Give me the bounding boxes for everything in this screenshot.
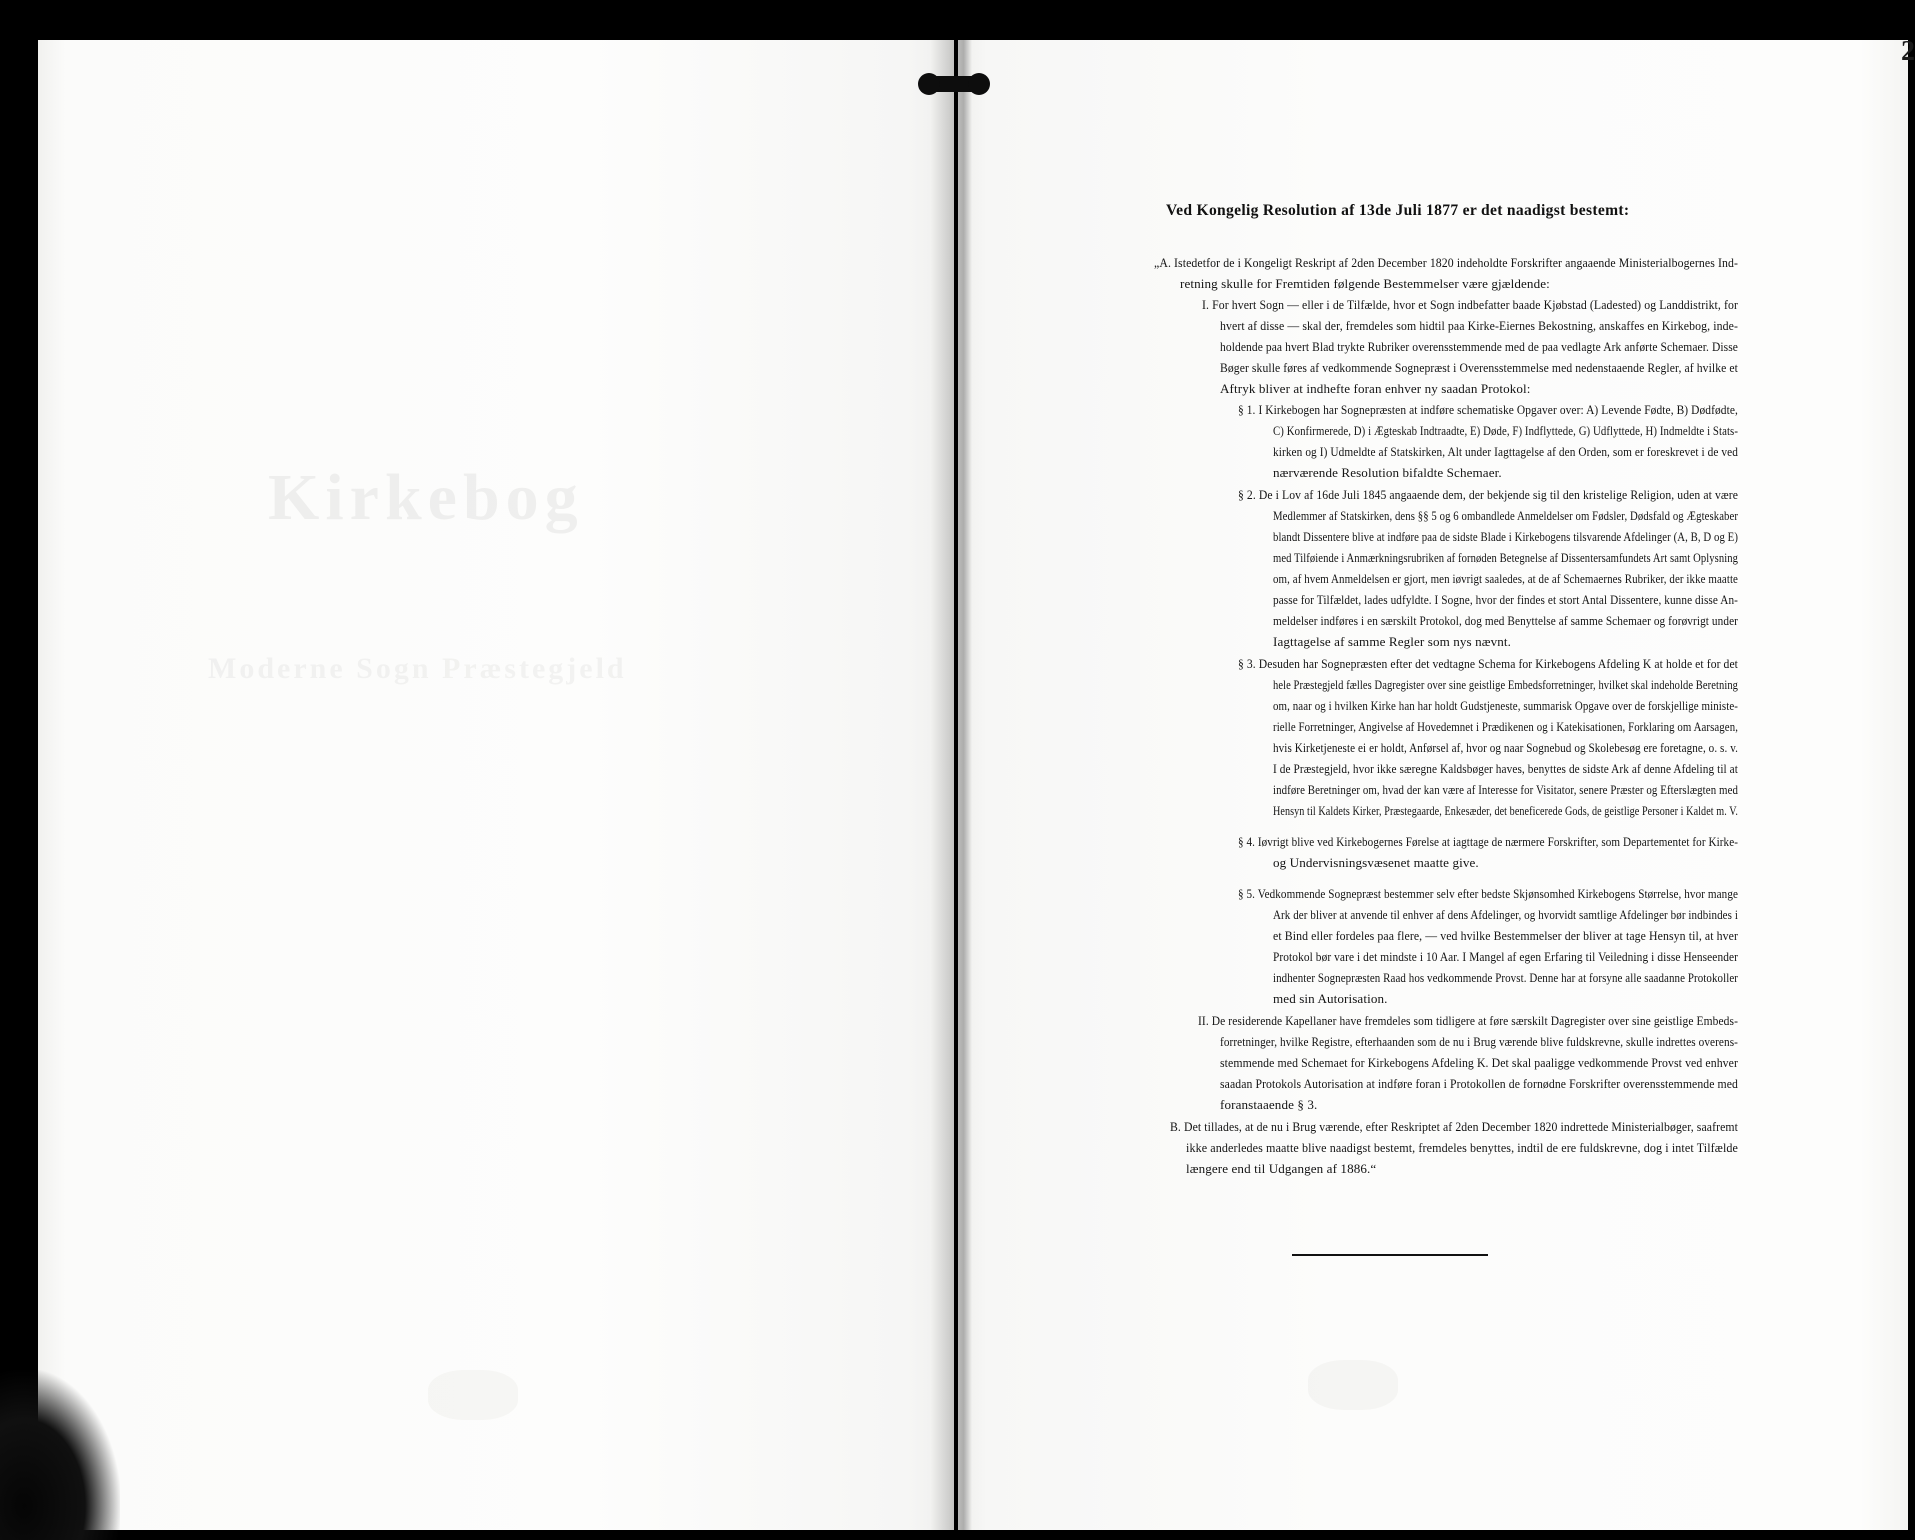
text-line: I de Præstegjeld, hvor ikke særegne Kaldsbøger haves, benyttes de sidste Ark af denne Afdeling til at	[1273, 761, 1738, 776]
page-number: 2	[1901, 36, 1915, 67]
text-line: Bøger skulle føres af vedkommende Sognepræst i Overensstemmelse med nedenstaaende Regler, af hvilke et	[1220, 360, 1738, 375]
text-line: Aftryk bliver at indhefte foran enhver ny saadan Protokol:	[1220, 381, 1531, 396]
text-line: C) Konfirmerede, D) i Ægteskab Indtraadte, E) Døde, F) Indflyttede, G) Udflyttede, H) Indmeldte i Stats-	[1273, 423, 1738, 438]
text-line: Hensyn til Kaldets Kirker, Præstegaarde, Enkesæder, det beneficerede Gods, de geistlige Personer i Kaldet m. V.	[1273, 803, 1738, 818]
text-line: om, af hvem Anmeldelsen er gjort, men iøvrigt saaledes, at de af Schemaernes Rubriker, der ikke maatte	[1273, 571, 1738, 586]
text-line: med sin Autorisation.	[1273, 991, 1388, 1006]
text-line: saadan Protokols Autorisation at indføre foran i Protokollen de fornødne Forskrifter overensstemmende med	[1220, 1076, 1738, 1091]
text-line: ikke anderledes maatte blive naadigst bestemt, fremdeles benyttes, indtil de ere fuldskrevne, dog i intet Tilfælde	[1186, 1140, 1738, 1155]
text-line: I. For hvert Sogn — eller i de Tilfælde, hvor et Sogn indbefatter baade Kjøbstad (Ladested) og Landdistrikt, for	[1202, 297, 1738, 312]
text-line: blandt Dissentere blive at indføre paa de sidste Blade i Kirkebogens tilsvarende Afdelinger (A, B, D og E)	[1273, 529, 1738, 544]
text-line: længere end til Udgangen af 1886.“	[1186, 1161, 1377, 1176]
text-line: hvert af disse — skal der, fremdeles som hidtil paa Kirke-Eiernes Bekostning, anskaffes en Kirkebog, inde-	[1220, 318, 1738, 333]
text-line: indhenter Sognepræsten Raad hos vedkommende Provst. Denne har at forsyne alle saadanne Protokoller	[1273, 970, 1738, 985]
text-line: B. Det tillades, at de nu i Brug værende, efter Reskriptet af 2den December 1820 indrettede Ministerialbøger, saafremt	[1170, 1119, 1738, 1134]
text-line: Protokol bør vare i det mindste i 10 Aar. I Mangel af egen Erfaring til Veiledning i disse Henseender	[1273, 949, 1738, 964]
text-line: kirken og I) Udmeldte af Statskirken, Alt under Iagttagelse af den Orden, som er foreskrevet i de ved	[1273, 444, 1738, 459]
text-line: foranstaaende § 3.	[1220, 1097, 1318, 1112]
text-line: Medlemmer af Statskirken, dens §§ 5 og 6 ombandlede Anmeldelser om Fødsler, Dødsfald og Ægteskaber	[1273, 508, 1738, 523]
page-heading: Ved Kongelig Resolution af 13de Juli 1877 er det naadigst bestemt:	[1166, 202, 1630, 219]
text-line: stemmende med Schemaet for Kirkebogens Afdeling K. Det skal paaligge vedkommende Provst ved enhver	[1220, 1055, 1738, 1070]
text-line: hvis Kirketjeneste ei er holdt, Anførsel af, hvor og naar Sognebud og Skolebesøg ere foretagne, o. s. v.	[1273, 740, 1738, 755]
text-line: § 5. Vedkommende Sognepræst bestemmer selv efter bedste Skjønsomhed Kirkebogens Størrelse, hvor mange	[1238, 886, 1738, 901]
text-line: Iagttagelse af samme Regler som nys nævnt.	[1273, 634, 1512, 649]
text-line: Ark der bliver at anvende til enhver af dens Afdelinger, og hvorvidt samtlige Afdelinger bør indbindes i	[1273, 907, 1738, 922]
text-line: hele Præstegjeld fælles Dagregister over sine geistlige Embedsforretninger, hvilket skal indeholde Beretning	[1273, 677, 1738, 692]
closing-rule	[1292, 1254, 1488, 1256]
text-line: nærværende Resolution bifaldte Schemaer.	[1273, 465, 1502, 480]
text-line: passe for Tilfældet, lades udfyldte. I Sogne, hvor der findes et stort Antal Dissentere, kunne disse An-	[1273, 592, 1738, 607]
text-line: § 3. Desuden har Sognepræsten efter det vedtagne Schema for Kirkebogens Afdeling K at holde et for det	[1238, 656, 1738, 671]
text-line: om, naar og i hvilken Kirke han har holdt Gudstjeneste, summarisk Opgave over de forskjellige ministe-	[1273, 698, 1738, 713]
text-line: med Tilføiende i Anmærkningsrubriken af fornøden Betegnelse af Dissentersamfundets Art samt Oplysning	[1273, 550, 1738, 565]
text-line: et Bind eller fordeles paa flere, — ved hvilke Bestemmelser der bliver at tage Hensyn til, at hver	[1273, 928, 1738, 943]
text-line: holdende paa hvert Blad trykte Rubriker overensstemmende med de paa vedlagte Ark anførte Schemaer. Disse	[1220, 339, 1738, 354]
text-line: § 4. Iøvrigt blive ved Kirkebogernes Førelse at iagttage de nærmere Forskrifter, som Departementet for Kirke-	[1238, 834, 1738, 849]
text-line: indføre Beretninger om, hvad der kan være af Interesse for Visitator, senere Præster og Efterslægten med	[1273, 782, 1738, 797]
bleed-through-title: Kirkebog	[268, 461, 584, 534]
text-line: „A. Istedetfor de i Kongeligt Reskript af 2den December 1820 indeholdte Forskrifter angaaende Ministerialbogernes Ind-	[1154, 255, 1738, 270]
text-line: retning skulle for Fremtiden følgende Bestemmelser være gjældende:	[1180, 276, 1550, 291]
text-line: meldelser indføres i en særskilt Protokol, dog med Benyttelse af samme Schemaer og forøvrigt under	[1273, 613, 1738, 628]
bleed-through-line: Moderne Sogn Præstegjeld	[208, 652, 627, 685]
text-line: og Undervisningsvæsenet maatte give.	[1273, 855, 1479, 870]
text-line: § 1. I Kirkebogen har Sognepræsten at indføre schematiske Opgaver over: A) Levende Fødte, B) Dødfødte,	[1238, 402, 1738, 417]
text-line: rielle Forretninger, Angivelse af Hovedemnet i Prædikenen og i Katekisationen, Forklaring om Aarsagen,	[1273, 719, 1738, 734]
text-line: forretninger, hvilke Registre, efterhaanden som de nu i Brug værende blive fuldskrevne, skulle indrettes overens-	[1220, 1034, 1738, 1049]
text-line: § 2. De i Lov af 16de Juli 1845 angaaende dem, der bekjende sig til den kristelige Religion, uden at være	[1238, 487, 1738, 502]
text-line: II. De residerende Kapellaner have fremdeles som tidligere at føre særskilt Dagregister over sine geistlige Embeds-	[1198, 1013, 1738, 1028]
